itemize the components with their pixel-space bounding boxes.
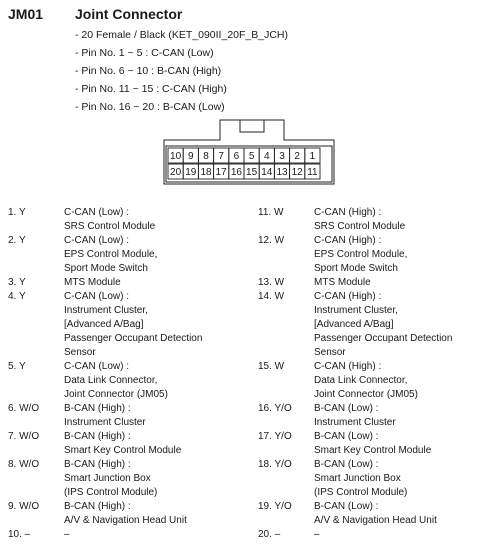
pin-label: 19. Y/O — [258, 501, 292, 512]
pin-number: 18 — [200, 167, 212, 178]
pin-entry — [258, 402, 481, 430]
pin-label: 13. W — [258, 277, 285, 288]
pin-number: 9 — [188, 151, 194, 162]
pin-number: 6 — [233, 151, 240, 162]
pin-number: 15 — [246, 167, 258, 178]
connector-code: JM01 — [8, 6, 44, 22]
pin-description-line: Passenger Occupant Detection — [314, 333, 453, 344]
pin-description-line: (IPS Control Module) — [64, 487, 158, 498]
pin-description-line: (IPS Control Module) — [314, 487, 408, 498]
pin-label: 20. – — [258, 529, 281, 540]
pin-label: 11. W — [258, 207, 284, 218]
pin-number: 7 — [218, 151, 224, 162]
pin-description-line: C-CAN (Low) : — [64, 361, 130, 372]
pin-description-line: EPS Control Module, — [64, 249, 158, 260]
pin-label: 7. W/O — [8, 431, 40, 442]
pin-label: 1. Y — [8, 207, 26, 218]
pin-number: 4 — [264, 151, 270, 162]
pin-entry — [8, 402, 238, 430]
spec-line: - Pin No. 11 ~ 15 : C-CAN (High) — [75, 83, 227, 95]
pin-entry — [258, 528, 481, 542]
pin-description-line: [Advanced A/Bag] — [64, 319, 144, 330]
pin-description-line: Instrument Cluster, — [64, 305, 148, 316]
pin-label: 15. W — [258, 361, 285, 372]
pin-entry — [8, 500, 238, 528]
pin-entry — [8, 528, 238, 542]
pin-list-left — [8, 206, 238, 542]
pin-description-line: Data Link Connector, — [64, 375, 158, 386]
spec-line: - 20 Female / Black (KET_090II_20F_B_JCH) — [75, 29, 289, 41]
pin-description-line: B-CAN (Low) : — [314, 403, 379, 414]
pin-description-line: Smart Key Control Module — [64, 445, 182, 456]
pin-entry — [8, 276, 238, 290]
pin-description-line: C-CAN (High) : — [314, 361, 382, 372]
pin-description-line: A/V & Navigation Head Unit — [64, 515, 187, 526]
spec-line: - Pin No. 1 ~ 5 : C-CAN (Low) — [75, 47, 214, 59]
pin-description-line: B-CAN (High) : — [64, 431, 131, 442]
pin-description-line: C-CAN (Low) : — [64, 207, 130, 218]
pin-number: 10 — [170, 151, 182, 162]
pin-entry — [258, 500, 481, 528]
pin-description-line: Smart Key Control Module — [314, 445, 432, 456]
pin-number: 1 — [309, 151, 316, 162]
pin-description-line: Passenger Occupant Detection — [64, 333, 203, 344]
pin-description-line: B-CAN (High) : — [64, 403, 131, 414]
pin-description-line: B-CAN (Low) : — [314, 431, 379, 442]
pin-number: 16 — [230, 167, 242, 178]
pin-description-line: Instrument Cluster, — [314, 305, 398, 316]
pin-description-line: A/V & Navigation Head Unit — [314, 515, 437, 526]
pin-description-line: [Advanced A/Bag] — [314, 319, 394, 330]
pin-description-line: B-CAN (High) : — [64, 501, 131, 512]
pin-description-line: Sensor — [64, 347, 96, 358]
pin-list-right — [258, 206, 481, 542]
pin-description-line: Joint Connector (JM05) — [314, 389, 418, 400]
pin-description-line: C-CAN (Low) : — [64, 235, 130, 246]
pin-number: 8 — [203, 151, 209, 162]
pin-label: 12. W — [258, 235, 285, 246]
pin-entry — [258, 276, 481, 290]
pin-number: 14 — [261, 167, 273, 178]
pin-number: 11 — [307, 167, 318, 178]
pin-label: 5. Y — [8, 361, 26, 372]
pin-label: 8. W/O — [8, 459, 40, 470]
pin-number: 2 — [294, 151, 300, 162]
pin-label: 2. Y — [8, 235, 26, 246]
pin-label: 4. Y — [8, 291, 26, 302]
pin-entry — [258, 290, 481, 360]
pin-number: 20 — [170, 167, 182, 178]
spec-line: - Pin No. 6 ~ 10 : B-CAN (High) — [75, 65, 222, 77]
pin-entry — [258, 206, 481, 234]
pin-number: 17 — [215, 167, 227, 178]
pin-entry — [258, 360, 481, 402]
pin-description-line: B-CAN (Low) : — [314, 459, 379, 470]
pin-entry — [8, 290, 238, 360]
pin-description-line: – — [64, 529, 70, 540]
pin-label: 18. Y/O — [258, 459, 292, 470]
pin-description-line: EPS Control Module, — [314, 249, 408, 260]
pin-description-line: Sensor — [314, 347, 346, 358]
pin-label: 9. W/O — [8, 501, 40, 512]
pin-number: 5 — [248, 151, 255, 162]
pin-description-line: B-CAN (High) : — [64, 459, 131, 470]
connector-title: Joint Connector — [75, 6, 183, 22]
pin-label: 6. W/O — [8, 403, 40, 414]
connector-specs — [75, 26, 288, 116]
pin-number: 19 — [185, 167, 197, 178]
pin-entry — [8, 458, 238, 500]
pin-entry — [258, 458, 481, 500]
pin-description-line: Instrument Cluster — [314, 417, 396, 428]
pin-description-line: SRS Control Module — [64, 221, 156, 232]
pin-entry — [258, 234, 481, 276]
pin-description-line: MTS Module — [314, 277, 371, 288]
pin-label: 16. Y/O — [258, 403, 292, 414]
pin-description-line: Joint Connector (JM05) — [64, 389, 168, 400]
pin-description-line: C-CAN (High) : — [314, 235, 382, 246]
pin-description-line: Instrument Cluster — [64, 417, 146, 428]
pin-description-line: MTS Module — [64, 277, 121, 288]
pin-label: 10. – — [8, 529, 31, 540]
pin-entry — [8, 206, 238, 234]
spec-line: - Pin No. 16 ~ 20 : B-CAN (Low) — [75, 101, 225, 113]
pin-entry — [8, 360, 238, 402]
pin-entry — [8, 234, 238, 276]
pin-label: 3. Y — [8, 277, 26, 288]
pin-number: 13 — [276, 167, 288, 178]
connector-latch — [240, 120, 264, 132]
pin-number: 12 — [291, 167, 303, 178]
pin-description-line: C-CAN (Low) : — [64, 291, 130, 302]
connector-diagram — [156, 116, 340, 188]
pin-label: 14. W — [258, 291, 285, 302]
pin-number: 3 — [279, 151, 285, 162]
pin-description-line: B-CAN (Low) : — [314, 501, 379, 512]
pin-description-line: C-CAN (High) : — [314, 291, 382, 302]
pin-description-line: Smart Junction Box — [314, 473, 401, 484]
pin-description-line: – — [314, 529, 320, 540]
pin-entry — [258, 430, 481, 458]
pin-entry — [8, 430, 238, 458]
pin-label: 17. Y/O — [258, 431, 292, 442]
pin-description-line: Sport Mode Switch — [314, 263, 398, 274]
pin-description-line: C-CAN (High) : — [314, 207, 382, 218]
pin-description-line: Sport Mode Switch — [64, 263, 148, 274]
pin-description-line: SRS Control Module — [314, 221, 406, 232]
pin-description-line: Data Link Connector, — [314, 375, 408, 386]
pin-description-line: Smart Junction Box — [64, 473, 151, 484]
